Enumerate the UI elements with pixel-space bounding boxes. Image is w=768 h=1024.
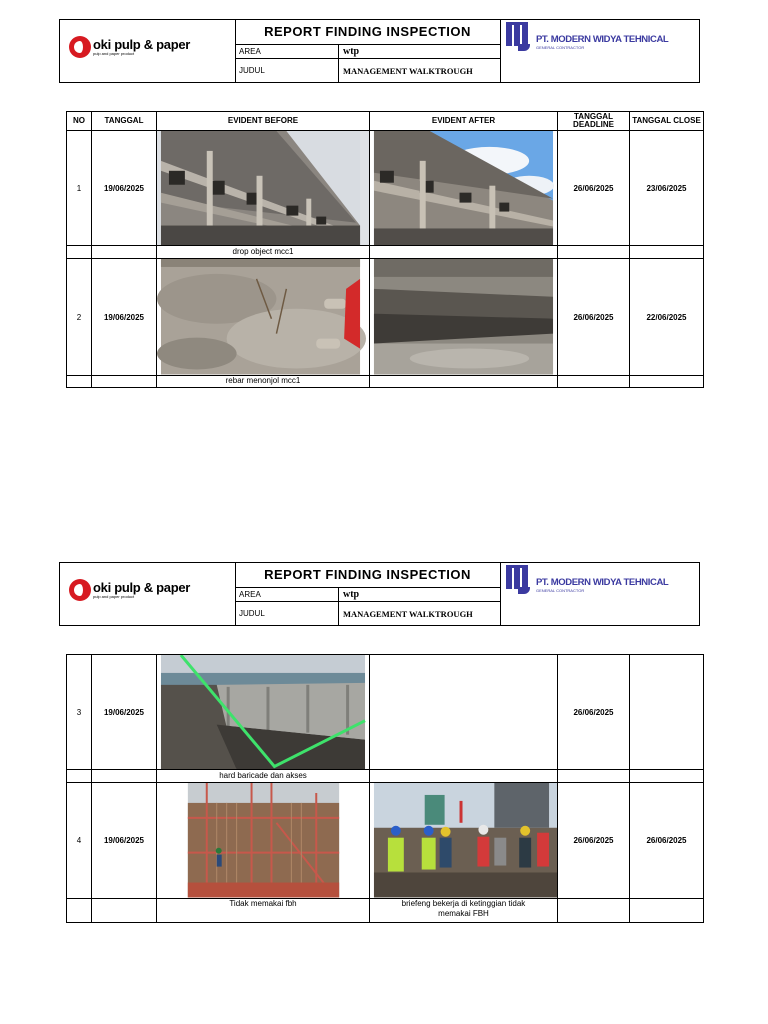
caption-row [67,770,704,783]
row-no: 4 [67,783,92,898]
safety-briefing-photo [370,783,557,897]
caption-row [67,898,704,922]
oki-logo-icon [69,36,91,58]
oki-logo-sub: pulp and paper product [93,593,135,599]
row-close: 26/06/2025 [630,783,704,898]
building-facade-photo [157,131,369,245]
mwt-logo-block [500,563,699,625]
row-deadline: 26/06/2025 [558,131,630,246]
mwt-logo-sub: GENERAL CONTRACTOR [536,588,585,593]
findings-table-2 [66,654,704,923]
photo-before-1 [157,131,370,246]
mwt-logo-sub: GENERAL CONTRACTOR [536,45,585,50]
row-deadline: 26/06/2025 [558,655,630,770]
mwt-logo-name: PT. MODERN WIDYA TEHNICAL [536,34,669,45]
judul-value: MANAGEMENT WALKTROUGH [343,65,473,76]
table-header-row [67,112,704,131]
oki-logo [69,579,190,601]
row-close [630,655,704,770]
caption-row [67,246,704,259]
excavation-site-photo [157,655,369,769]
caption-before: rebar menonjol mcc1 [157,375,370,387]
table-row [67,131,704,246]
photo-after-3-empty [370,655,558,770]
report-header-1 [59,19,700,83]
area-value: wtp [343,46,360,57]
row-deadline: 26/06/2025 [558,259,630,375]
oki-logo-name: oki pulp & paper [93,36,191,52]
oki-logo-icon [69,579,91,601]
scaffolding-photo [157,783,369,897]
caption-before: drop object mcc1 [157,246,370,259]
row-close: 23/06/2025 [630,131,704,246]
caption-after [370,375,558,387]
area-label: AREA [235,588,339,601]
report-title: REPORT FINDING INSPECTION [235,563,500,588]
oki-logo-block [60,563,236,625]
mwt-logo [506,565,668,595]
photo-after-2 [370,259,558,375]
ground-rebar-photo [157,259,369,374]
row-deadline: 26/06/2025 [558,783,630,898]
mwt-logo-name: PT. MODERN WIDYA TEHNICAL [536,577,669,588]
table-row [67,259,704,375]
row-tanggal: 19/06/2025 [92,259,157,375]
row-no: 1 [67,131,92,246]
report-header-2 [59,562,700,626]
col-evident-before: EVIDENT BEFORE [157,112,370,131]
row-tanggal: 19/06/2025 [92,131,157,246]
area-value: wtp [343,589,360,600]
caption-after [370,770,558,783]
col-tanggal: TANGGAL [92,112,157,131]
area-label: AREA [235,45,339,58]
row-no: 2 [67,259,92,375]
report-title: REPORT FINDING INSPECTION [235,20,500,45]
photo-after-4 [370,783,558,898]
table-row [67,655,704,770]
row-tanggal: 19/06/2025 [92,783,157,898]
mwt-logo-icon [506,22,532,52]
muddy-ground-photo [370,259,557,374]
judul-label: JUDUL [235,59,339,82]
table-row [67,783,704,898]
row-no: 3 [67,655,92,770]
findings-table-1 [66,111,704,388]
oki-logo [69,36,190,58]
oki-logo-block [60,20,236,82]
building-facade-photo [370,131,557,245]
caption-before: Tidak memakai fbh [157,898,370,922]
col-evident-after: EVIDENT AFTER [370,112,558,131]
photo-before-2 [157,259,370,375]
mwt-logo-block [500,20,699,82]
photo-after-1 [370,131,558,246]
oki-logo-name: oki pulp & paper [93,579,191,595]
col-close: TANGGAL CLOSE [630,112,704,131]
caption-after [370,246,558,259]
col-deadline: TANGGAL DEADLINE [558,112,630,131]
col-no: NO [67,112,92,131]
row-close: 22/06/2025 [630,259,704,375]
mwt-logo-icon [506,565,532,595]
caption-after: briefeng bekerja di ketinggian tidak memakai FBH [370,898,558,922]
photo-before-4 [157,783,370,898]
judul-value: MANAGEMENT WALKTROUGH [343,608,473,619]
judul-label: JUDUL [235,602,339,625]
oki-logo-sub: pulp and paper product [93,50,135,56]
row-tanggal: 19/06/2025 [92,655,157,770]
caption-before: hard baricade dan akses [157,770,370,783]
photo-before-3 [157,655,370,770]
caption-row [67,375,704,387]
mwt-logo [506,22,668,52]
